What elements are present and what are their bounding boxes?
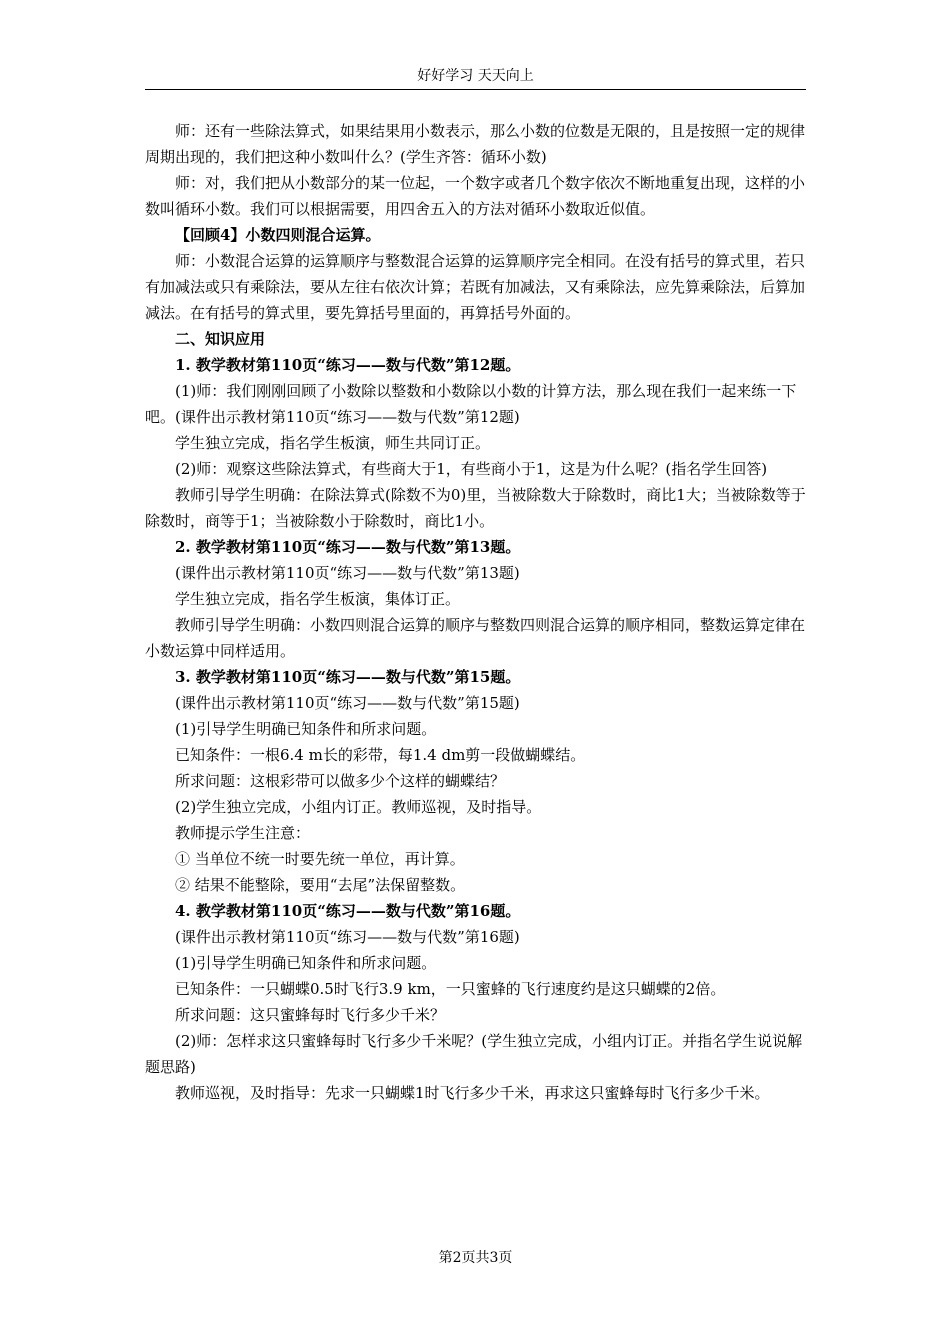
document-body xyxy=(145,118,806,1106)
section-heading-review-4: 【回顾4】小数四则混合运算。 xyxy=(175,226,381,244)
paragraph-teacher-recurring-decimal-definition: 师：对，我们把从小数部分的某一位起，一个数字或者几个数字依次不断地重复出现，这样的小数叫循环小数。我们可以根据需要，用四舍五入的方法对循环小数取近似值。 xyxy=(145,174,806,218)
paragraph-exercise-15-notice: 教师提示学生注意： xyxy=(175,824,311,842)
paragraph-exercise-15-notice-1: ① 当单位不统一时要先统一单位，再计算。 xyxy=(175,850,465,868)
paragraph-exercise-12-step-2: (2)师：观察这些除法算式，有些商大于1，有些商小于1，这是为什么呢？(指名学生回答) xyxy=(175,460,768,478)
page-header: 好好学习 天天向上 xyxy=(417,68,534,84)
exercise-heading-13: 2. 教学教材第110页“练习——数与代数”第13题。 xyxy=(175,538,521,556)
paragraph-exercise-12-conclusion: 教师引导学生明确：在除法算式(除数不为0)里，当被除数大于除数时，商比1大；当被除数等于除数时，商等于1；当被除数小于除数时，商比1小。 xyxy=(145,486,806,530)
paragraph-exercise-16-question: 所求问题：这只蜜蜂每时飞行多少千米？ xyxy=(175,1006,446,1024)
paragraph-exercise-16-step-1: (1)引导学生明确已知条件和所求问题。 xyxy=(175,954,437,972)
paragraph-exercise-15-step-1: (1)引导学生明确已知条件和所求问题。 xyxy=(175,720,437,738)
paragraph-exercise-15-step-2: (2)学生独立完成，小组内订正。教师巡视，及时指导。 xyxy=(175,798,542,816)
paragraph-exercise-12-independent: 学生独立完成，指名学生板演，师生共同订正。 xyxy=(175,434,491,452)
paragraph-teacher-recurring-decimal-question: 师：还有一些除法算式，如果结果用小数表示，那么小数的位数是无限的，且是按照一定的规律周期出现的，我们把这种小数叫什么？(学生齐答：循环小数) xyxy=(145,122,806,166)
paragraph-exercise-13-conclusion: 教师引导学生明确：小数四则混合运算的顺序与整数四则混合运算的顺序相同，整数运算定律在小数运算中同样适用。 xyxy=(145,616,806,660)
paragraph-exercise-12-step-1: (1)师：我们刚刚回顾了小数除以整数和小数除以小数的计算方法，那么现在我们一起来练一下吧。(课件出示教材第110页“练习——数与代数”第12题) xyxy=(145,382,797,426)
paragraph-exercise-15-courseware: (课件出示教材第110页“练习——数与代数”第15题) xyxy=(175,694,520,712)
paragraph-exercise-13-courseware: (课件出示教材第110页“练习——数与代数”第13题) xyxy=(175,564,520,582)
paragraph-exercise-16-step-2: (2)师：怎样求这只蜜蜂每时飞行多少千米呢？(学生独立完成，小组内订正。并指名学生说说解题思路) xyxy=(145,1032,803,1076)
page-footer: 第2页共3页 xyxy=(438,1250,513,1266)
paragraph-mixed-operation-order: 师：小数混合运算的运算顺序与整数混合运算的运算顺序完全相同。在没有括号的算式里，若只有加减法或只有乘除法，要从左往右依次计算；若既有加减法，又有乘除法，应先算乘除法，后算加减法。在有括号的算式里，要先算括号里面的，再算括号外面的。 xyxy=(145,252,806,322)
paragraph-exercise-16-guidance: 教师巡视，及时指导：先求一只蝴蝶1时飞行多少千米，再求这只蜜蜂每时飞行多少千米。 xyxy=(175,1084,770,1102)
paragraph-exercise-15-question: 所求问题：这根彩带可以做多少个这样的蝴蝶结？ xyxy=(175,772,506,790)
header-divider xyxy=(145,89,806,90)
paragraph-exercise-15-notice-2: ② 结果不能整除，要用“去尾”法保留整数。 xyxy=(175,876,466,894)
exercise-heading-12: 1. 教学教材第110页“练习——数与代数”第12题。 xyxy=(175,356,521,374)
paragraph-exercise-15-known: 已知条件：一根6.4 m长的彩带，每1.4 dm剪一段做蝴蝶结。 xyxy=(175,746,586,764)
section-heading-knowledge-application: 二、知识应用 xyxy=(175,330,266,348)
paragraph-exercise-16-courseware: (课件出示教材第110页“练习——数与代数”第16题) xyxy=(175,928,520,946)
exercise-heading-15: 3. 教学教材第110页“练习——数与代数”第15题。 xyxy=(175,668,521,686)
paragraph-exercise-13-independent: 学生独立完成，指名学生板演，集体订正。 xyxy=(175,590,461,608)
paragraph-exercise-16-known: 已知条件：一只蝴蝶0.5时飞行3.9 km，一只蜜蜂的飞行速度约是这只蝴蝶的2倍。 xyxy=(175,980,726,998)
exercise-heading-16: 4. 教学教材第110页“练习——数与代数”第16题。 xyxy=(175,902,521,920)
